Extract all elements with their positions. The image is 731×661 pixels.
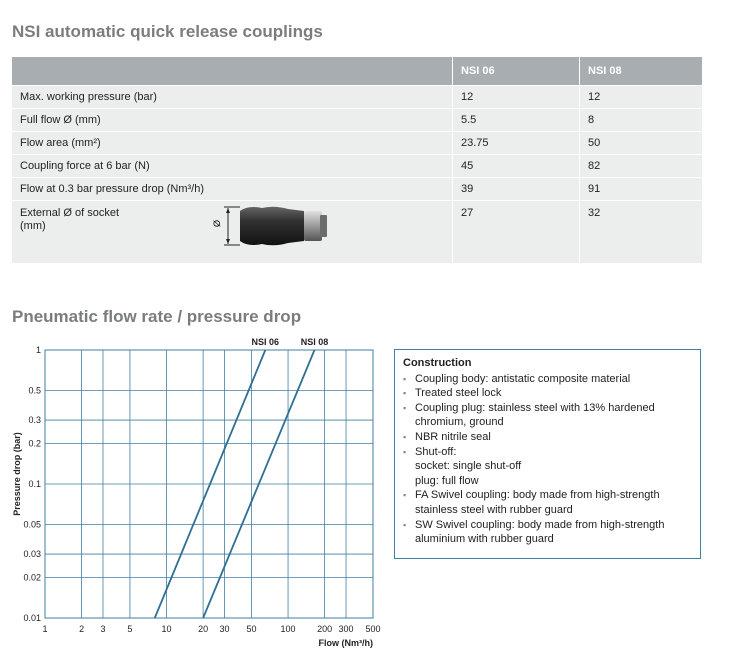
list-item: ▪ Shut-off: [403,445,692,460]
x-tick-label: 5 [127,624,133,634]
socket-label [20,207,119,233]
construction-list [403,372,692,547]
value-nsi06: 45 [453,155,580,178]
value-nsi06: 39 [453,178,580,201]
socket-label-line2: (mm) [20,220,46,232]
x-tick-label: 500 [365,624,381,634]
y-tick-label: 1 [35,345,41,355]
value-nsi08: 32 [580,201,703,264]
construction-box [394,349,701,559]
x-tick-label: 200 [317,624,333,634]
socket-image [204,203,334,251]
y-axis-label: Pressure drop (bar) [12,432,22,516]
header-cell [12,57,453,86]
value-nsi06: 23.75 [453,132,580,155]
list-item: ▪ Treated steel lock [403,386,692,401]
list-item: ▪ Coupling plug: stainless steel with 13% hardened [403,401,692,416]
list-item: ▪ SW Swivel coupling: body made from high-strength [403,518,692,533]
page-title: NSI automatic quick release couplings [12,22,323,41]
header-cell: NSI 06 [453,57,580,86]
y-tick-label: 0.5 [28,385,41,396]
list-item-continuation: socket: single shut-off [415,460,522,473]
value-nsi08: 50 [580,132,703,155]
value-nsi08: 8 [580,109,703,132]
list-item: ▪ FA Swivel coupling: body made from high-strength [403,488,692,503]
list-item: ▪ Coupling body: antistatic composite material [403,372,692,387]
chart-title: Pneumatic flow rate / pressure drop [12,307,302,326]
y-tick-label: 0.02 [23,572,41,583]
y-tick-label: 0.3 [28,415,41,426]
x-tick-label: 100 [280,624,296,634]
flow-chart [0,330,390,661]
row-label [12,201,453,264]
table-row [12,109,702,132]
socket-label-line1: External Ø of socket [20,207,120,219]
y-tick-label: 0.1 [28,479,41,489]
y-tick-label: 0.01 [23,613,41,623]
y-tick-label: 0.2 [28,438,41,449]
construction-title: Construction [403,357,472,369]
table-row [12,155,702,178]
x-tick-label: 20 [198,624,209,634]
value-nsi06: 5.5 [453,109,580,132]
header-cell: NSI 08 [580,57,703,86]
value-nsi08: 91 [580,178,703,201]
diameter-symbol: Ø [212,219,222,227]
list-item-continuation: aluminium with rubber guard [415,533,554,546]
row-label: Full flow Ø (mm) [12,109,453,132]
table-header-row [12,57,702,86]
row-label: Coupling force at 6 bar (N) [12,155,453,178]
y-tick-label: 0.03 [23,549,41,560]
y-tick-label: 0.05 [23,519,41,530]
x-tick-label: 30 [219,624,230,634]
x-axis-label: Flow (Nm³/h) [318,638,373,648]
table-row-socket [12,201,702,264]
x-tick-label: 10 [161,624,172,634]
series-label: NSI 06 [251,337,280,347]
table-row [12,86,702,109]
table-row [12,132,702,155]
row-label: Max. working pressure (bar) [12,86,453,109]
value-nsi06: 12 [453,86,580,109]
row-label: Flow at 0.3 bar pressure drop (Nm³/h) [12,178,453,201]
value-nsi08: 82 [580,155,703,178]
series-label: NSI 08 [300,337,329,347]
x-tick-label: 50 [246,624,257,634]
value-nsi08: 12 [580,86,703,109]
x-tick-label: 3 [100,624,106,634]
row-label: Flow area (mm²) [12,132,453,155]
x-tick-label: 2 [79,624,85,634]
list-item-continuation: stainless steel with rubber guard [415,503,573,516]
value-nsi06: 27 [453,201,580,264]
spec-table [12,57,702,263]
list-item: ▪ NBR nitrile seal [403,430,692,445]
list-item-continuation: plug: full flow [415,474,479,487]
list-item-continuation: chromium, ground [415,416,504,429]
x-tick-label: 300 [338,624,354,634]
table-row [12,178,702,201]
x-tick-label: 1 [42,624,48,634]
